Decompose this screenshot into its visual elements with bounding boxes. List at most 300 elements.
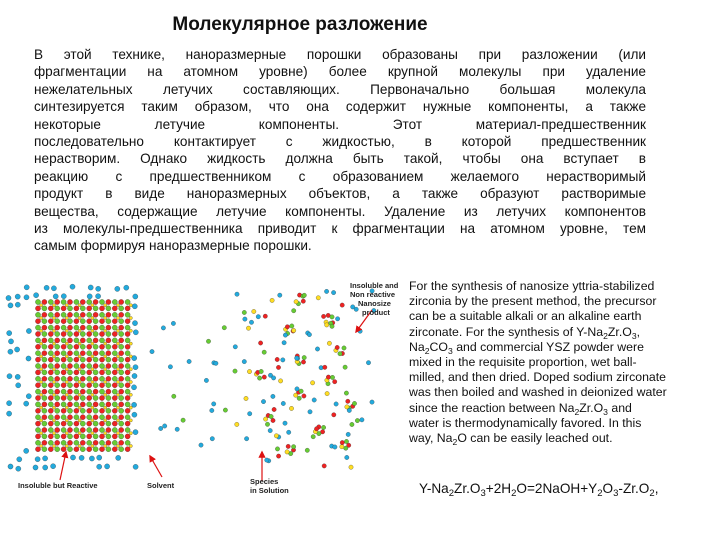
lattice-atom <box>112 344 117 349</box>
solvent-particle <box>115 286 120 291</box>
lattice-atom <box>125 299 130 304</box>
eq-part: O=2NaOH+Y <box>516 481 598 496</box>
species-particle <box>206 339 210 343</box>
lattice-atom <box>55 306 60 311</box>
text-run: Zr.O <box>607 324 632 339</box>
species-particle <box>272 407 276 411</box>
english-line: mixed in the requisite proportion, wet ball- <box>409 355 637 370</box>
lattice-atom <box>74 299 79 304</box>
lattice-atom <box>61 306 66 311</box>
species-particle <box>302 293 306 297</box>
solvent-particle <box>97 464 102 469</box>
solvent-particle <box>132 373 137 378</box>
eq-part: , <box>654 481 659 496</box>
lattice-atom <box>119 363 124 368</box>
lattice-atom <box>80 440 85 445</box>
lattice-atom <box>112 440 117 445</box>
eq-sub: 2 <box>511 488 517 499</box>
lattice-atom <box>48 312 53 317</box>
lattice-atom <box>74 376 79 381</box>
species-particle <box>150 349 154 353</box>
lattice-atom <box>87 338 92 343</box>
paragraph-line: В этой технике, наноразмерные порошки образованы при разложении (или <box>34 47 646 62</box>
lattice-atom <box>112 383 117 388</box>
lattice-atom <box>93 395 98 400</box>
lattice-atom <box>67 389 72 394</box>
species-particle <box>214 361 218 365</box>
species-particle <box>322 464 326 468</box>
lattice-atom <box>42 344 47 349</box>
lattice-atom <box>119 427 124 432</box>
lattice-atom <box>55 331 60 336</box>
lattice-atom <box>93 363 98 368</box>
lattice-atom <box>119 357 124 362</box>
volatile-atom <box>40 329 43 332</box>
species-particle <box>172 394 176 398</box>
volatile-atom <box>104 380 107 383</box>
lattice-atom <box>35 338 40 343</box>
lattice-atom <box>112 351 117 356</box>
lattice-atom <box>106 389 111 394</box>
lattice-atom <box>74 344 79 349</box>
lattice-atom <box>42 312 47 317</box>
product-atom <box>340 440 344 444</box>
product-atom <box>338 352 342 356</box>
solvent-particle <box>133 330 138 335</box>
lattice-atom <box>125 319 130 324</box>
english-line <box>409 340 707 355</box>
lattice-atom <box>80 434 85 439</box>
volatile-atom <box>52 329 55 332</box>
product-atom <box>257 376 261 380</box>
lattice-atom <box>112 421 117 426</box>
species-particle <box>258 341 262 345</box>
paragraph-line: самым формируя наноразмерные порошки. <box>34 238 312 254</box>
label-nanosize-product: product <box>362 308 390 317</box>
lattice-atom <box>87 415 92 420</box>
lattice-atom <box>55 427 60 432</box>
solvent-particle <box>43 456 48 461</box>
volatile-atom <box>40 432 43 435</box>
lattice-atom <box>119 389 124 394</box>
product-atom <box>285 450 289 454</box>
lattice-atom <box>55 434 60 439</box>
species-particle <box>278 379 282 383</box>
lattice-atom <box>119 338 124 343</box>
lattice-atom <box>42 331 47 336</box>
volatile-atom <box>129 406 132 409</box>
lattice-atom <box>119 440 124 445</box>
lattice-atom <box>119 415 124 420</box>
species-particle <box>347 408 351 412</box>
lattice-atom <box>119 325 124 330</box>
solvent-particle <box>87 294 92 299</box>
lattice-atom <box>106 351 111 356</box>
solvent-particle <box>133 365 138 370</box>
lattice-atom <box>48 306 53 311</box>
lattice-atom <box>74 421 79 426</box>
lattice-atom <box>55 447 60 452</box>
lattice-atom <box>99 325 104 330</box>
volatile-atom <box>91 393 94 396</box>
lattice-atom <box>93 402 98 407</box>
lattice-atom <box>119 319 124 324</box>
lattice-atom <box>125 331 130 336</box>
lattice-atom <box>119 299 124 304</box>
lattice-atom <box>99 440 104 445</box>
product-atom <box>335 345 339 349</box>
species-particle <box>161 326 165 330</box>
lattice-atom <box>125 402 130 407</box>
lattice-atom <box>35 376 40 381</box>
volatile-atom <box>40 304 43 307</box>
lattice-atom <box>119 331 124 336</box>
lattice-atom <box>119 351 124 356</box>
volatile-atom <box>65 316 68 319</box>
volatile-atom <box>65 342 68 345</box>
lattice-atom <box>119 408 124 413</box>
text-run: way, Na <box>409 431 453 446</box>
lattice-atom <box>42 363 47 368</box>
solvent-particle <box>89 456 94 461</box>
species-particle <box>271 394 275 398</box>
subscript: 3 <box>447 345 453 356</box>
lattice-atom <box>125 357 130 362</box>
lattice-atom <box>80 402 85 407</box>
solvent-particle <box>51 286 56 291</box>
product-atom <box>269 414 273 418</box>
lattice-atom <box>55 351 60 356</box>
product-atom <box>333 380 337 384</box>
lattice-atom <box>87 421 92 426</box>
lattice-atom <box>55 421 60 426</box>
fragmented-product <box>150 289 376 470</box>
species-particle <box>312 398 316 402</box>
species-particle <box>275 357 279 361</box>
paragraph-line: продукт в виде наноразмерных объектов, а также образуют растворимые <box>34 186 646 202</box>
lattice-atom <box>67 395 72 400</box>
lattice-atom <box>80 357 85 362</box>
lattice-atom <box>80 351 85 356</box>
solvent-particle <box>133 464 138 469</box>
species-particle <box>370 400 374 404</box>
lattice-atom <box>61 357 66 362</box>
lattice-atom <box>35 447 40 452</box>
lattice-atom <box>93 344 98 349</box>
lattice-atom <box>61 325 66 330</box>
species-particle <box>281 401 285 405</box>
product-atom <box>301 299 305 303</box>
lattice-atom <box>61 312 66 317</box>
lattice-atom <box>48 389 53 394</box>
product-atom <box>352 401 356 405</box>
species-particle <box>324 289 328 293</box>
text-run: CO <box>429 339 448 354</box>
lattice-atom <box>35 319 40 324</box>
lattice-atom <box>87 325 92 330</box>
solvent-particle <box>96 286 101 291</box>
lattice-atom <box>93 447 98 452</box>
species-particle <box>168 365 172 369</box>
lattice-atom <box>67 363 72 368</box>
species-particle <box>248 412 252 416</box>
solvent-particle <box>44 285 49 290</box>
lattice-atom <box>67 402 72 407</box>
text-run: Na <box>409 339 425 354</box>
species-particle <box>252 309 256 313</box>
lattice-atom <box>48 325 53 330</box>
lattice-atom <box>125 344 130 349</box>
product-atom <box>259 369 263 373</box>
volatile-atom <box>52 406 55 409</box>
paragraph-line: некоторые летучие компоненты. Этот материал-предшественник <box>34 116 646 132</box>
decomposition-diagram <box>0 280 410 530</box>
species-particle <box>187 359 191 363</box>
lattice-atom <box>125 383 130 388</box>
species-particle <box>314 427 318 431</box>
product-atom <box>302 355 306 359</box>
solvent-particle <box>132 402 137 407</box>
text-run: zirconate. For the synthesis of Y-Na <box>409 324 604 339</box>
lattice-atom <box>99 319 104 324</box>
species-particle <box>351 305 355 309</box>
lattice-atom <box>99 299 104 304</box>
lattice-atom <box>74 357 79 362</box>
lattice-atom <box>61 402 66 407</box>
volatile-atom <box>91 355 94 358</box>
species-particle <box>235 422 239 426</box>
subscript: 2 <box>603 330 608 341</box>
volatile-atom <box>104 368 107 371</box>
product-atom <box>344 446 348 450</box>
volatile-atom <box>129 368 132 371</box>
product-atom <box>346 399 350 403</box>
lattice-atom <box>125 440 130 445</box>
subscript: 2 <box>424 345 430 356</box>
lattice-atom <box>55 440 60 445</box>
lattice-atom <box>67 447 72 452</box>
volatile-atom <box>104 406 107 409</box>
species-particle <box>330 324 334 328</box>
lattice-atom <box>67 383 72 388</box>
species-particle <box>292 328 296 332</box>
lattice-atom <box>55 376 60 381</box>
russian-paragraph <box>34 46 646 255</box>
species-particle <box>289 406 293 410</box>
solvent-particle <box>70 455 75 460</box>
volatile-atom <box>78 393 81 396</box>
lattice-atom <box>61 344 66 349</box>
volatile-atom <box>116 329 119 332</box>
lattice-atom <box>67 415 72 420</box>
lattice-atom <box>119 306 124 311</box>
lattice-atom <box>119 421 124 426</box>
lattice-atom <box>93 338 98 343</box>
lattice-atom <box>61 395 66 400</box>
lattice-atom <box>61 408 66 413</box>
lattice-atom <box>125 376 130 381</box>
volatile-atom <box>52 393 55 396</box>
species-particle <box>332 413 336 417</box>
lattice-atom <box>61 383 66 388</box>
lattice-atom <box>119 447 124 452</box>
lattice-atom <box>93 389 98 394</box>
volatile-atom <box>129 355 132 358</box>
lattice-atom <box>87 440 92 445</box>
species-particle <box>243 317 247 321</box>
species-particle <box>159 426 163 430</box>
text-run: O can be easily leached out. <box>457 431 613 446</box>
lattice-atom <box>106 427 111 432</box>
lattice-atom <box>99 344 104 349</box>
lattice-atom <box>80 312 85 317</box>
lattice-atom <box>99 447 104 452</box>
species-particle <box>331 290 335 294</box>
volatile-atom <box>65 432 68 435</box>
solvent-particle <box>17 457 22 462</box>
solvent-particle <box>116 455 121 460</box>
lattice-atom <box>125 421 130 426</box>
lattice-atom <box>87 370 92 375</box>
lattice-atom <box>106 357 111 362</box>
volatile-atom <box>91 329 94 332</box>
volatile-atom <box>52 342 55 345</box>
solvent-particle <box>7 411 12 416</box>
lattice-atom <box>106 325 111 330</box>
lattice-atom <box>112 319 117 324</box>
volatile-atom <box>52 444 55 447</box>
lattice-atom <box>93 434 98 439</box>
lattice-atom <box>125 434 130 439</box>
product-atom <box>330 375 334 379</box>
lattice-atom <box>112 447 117 452</box>
lattice-atom <box>80 376 85 381</box>
lattice-atom <box>93 325 98 330</box>
lattice-atom <box>42 319 47 324</box>
species-particle <box>223 408 227 412</box>
lattice-atom <box>106 415 111 420</box>
solvent-particle <box>131 385 136 390</box>
label-species: in Solution <box>250 486 289 495</box>
lattice-atom <box>55 338 60 343</box>
species-particle <box>249 320 253 324</box>
lattice-atom <box>87 312 92 317</box>
solvent-particle <box>26 394 31 399</box>
lattice-atom <box>42 370 47 375</box>
lattice-atom <box>80 415 85 420</box>
solvent-particle <box>8 349 13 354</box>
solvent-particle <box>132 321 137 326</box>
lattice-atom <box>125 447 130 452</box>
volatile-atom <box>65 329 68 332</box>
lattice-atom <box>112 434 117 439</box>
species-particle <box>346 432 350 436</box>
lattice-atom <box>48 319 53 324</box>
volatile-atom <box>104 419 107 422</box>
lattice-atom <box>48 402 53 407</box>
lattice-atom <box>61 440 66 445</box>
volatile-atom <box>91 419 94 422</box>
volatile-atom <box>104 393 107 396</box>
lattice-atom <box>99 338 104 343</box>
lattice-atom <box>106 402 111 407</box>
species-particle <box>349 465 353 469</box>
solvent-particle <box>51 464 56 469</box>
lattice-atom <box>93 299 98 304</box>
lattice-atom <box>35 395 40 400</box>
lattice-atom <box>87 434 92 439</box>
species-particle <box>311 435 315 439</box>
lattice-atom <box>119 434 124 439</box>
lattice-atom <box>55 415 60 420</box>
lattice-atom <box>55 312 60 317</box>
product-atom <box>299 389 303 393</box>
product-atom <box>326 375 330 379</box>
volatile-atom <box>91 368 94 371</box>
species-particle <box>242 359 246 363</box>
lattice-atom <box>74 331 79 336</box>
label-species: Species <box>250 477 279 486</box>
lattice-atom <box>125 306 130 311</box>
solvent-particle <box>15 294 20 299</box>
lattice-atom <box>35 389 40 394</box>
lattice-atom <box>42 421 47 426</box>
lattice-atom <box>67 427 72 432</box>
species-particle <box>278 293 282 297</box>
lattice-atom <box>48 331 53 336</box>
volatile-atom <box>65 419 68 422</box>
species-particle <box>212 402 216 406</box>
volatile-atom <box>104 355 107 358</box>
paragraph-line: последовательно контактирует с жидкостью, в которой предшественник <box>34 134 646 150</box>
volatile-atom <box>78 368 81 371</box>
lattice-atom <box>67 408 72 413</box>
solvent-particle <box>43 465 48 470</box>
product-atom <box>265 422 269 426</box>
species-particle <box>242 310 246 314</box>
lattice-atom <box>99 427 104 432</box>
eq-sub: 2 <box>649 488 655 499</box>
lattice-atom <box>35 299 40 304</box>
species-particle <box>307 332 311 336</box>
solvent-particle <box>132 412 137 417</box>
english-line <box>409 401 707 416</box>
lattice-atom <box>106 421 111 426</box>
lattice-atom <box>67 421 72 426</box>
lattice-atom <box>99 408 104 413</box>
lattice-atom <box>55 389 60 394</box>
species-particle <box>175 427 179 431</box>
solvent-particle <box>15 374 20 379</box>
species-particle <box>360 418 364 422</box>
volatile-atom <box>52 355 55 358</box>
species-particle <box>163 424 167 428</box>
text-run: and commercial YSZ powder were <box>452 339 644 354</box>
volatile-atom <box>129 329 132 332</box>
lattice-atom <box>87 427 92 432</box>
lattice-atom <box>48 338 53 343</box>
lattice-atom <box>61 427 66 432</box>
lattice-atom <box>87 299 92 304</box>
lattice-atom <box>61 331 66 336</box>
lattice-atom <box>93 376 98 381</box>
lattice-atom <box>61 299 66 304</box>
volatile-atom <box>116 355 119 358</box>
volatile-atom <box>65 393 68 396</box>
solvent-particle <box>24 295 29 300</box>
lattice-atom <box>99 357 104 362</box>
volatile-atom <box>104 342 107 345</box>
